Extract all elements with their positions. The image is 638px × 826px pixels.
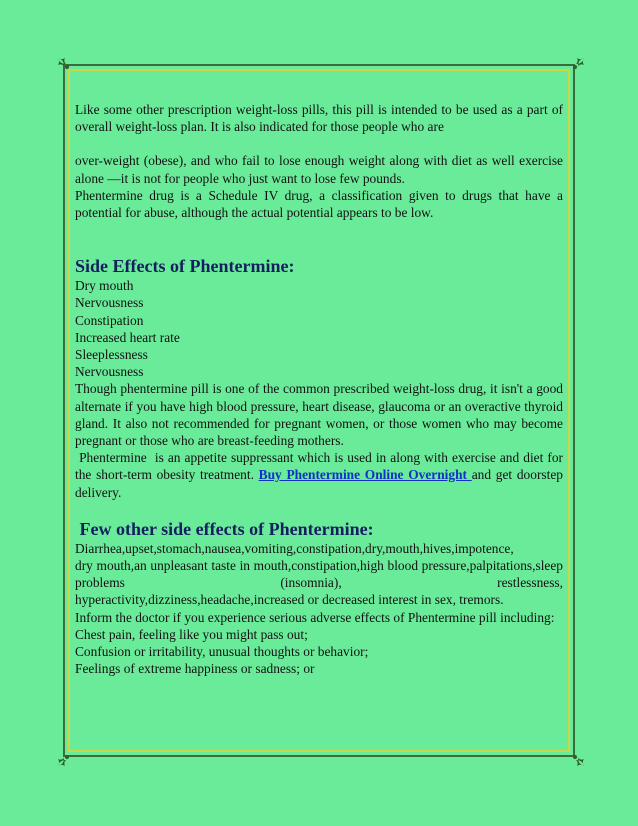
flourish-corner-icon — [566, 56, 586, 76]
suppressant-text: Phentermine is an appetite suppressant which is used in along with exercise and diet for the short-term obesity treatment. — [75, 450, 567, 483]
suppressant-text-end: and get doorstep delivery. — [75, 467, 567, 500]
list-item: Nervousness — [75, 295, 144, 311]
side-effects-line-2: dry mouth,an unpleasant taste in mouth,constipation,high blood pressure,palpitations,sleep problems (insomnia), restlessness, — [75, 558, 563, 591]
list-item: Nervousness — [75, 364, 144, 380]
flourish-corner-icon — [56, 748, 76, 768]
intro-paragraph-3: Phentermine drug is a Schedule IV drug, a classification given to drugs that have a potential for abuse, although the actual potential appears to be low. — [75, 187, 563, 221]
list-item: Chest pain, feeling like you might pass out; — [75, 626, 308, 642]
suppressant-paragraph — [75, 449, 567, 501]
list-item: Dry mouth — [75, 278, 134, 294]
inform-doctor-paragraph: Inform the doctor if you experience serious adverse effects of Phentermine pill including: — [75, 609, 555, 625]
list-item: Constipation — [75, 312, 144, 328]
buy-phentermine-link[interactable]: Buy Phentermine Online Overnight — [258, 467, 472, 483]
warning-paragraph: Though phentermine pill is one of the common prescribed weight-loss drug, it isn't a good alternate if you have high blood pressure, heart disease, glaucoma or an overactive thyroid gland. It also not recommended for pregnant women, or those women who may become pregnant or those who are breast-feeding mothers. — [75, 381, 563, 449]
other-side-effects-heading: Few other side effects of Phentermine: — [75, 518, 374, 539]
flourish-corner-icon — [56, 56, 76, 76]
side-effects-list — [75, 277, 563, 380]
intro-paragraph-1: Like some other prescription weight-loss pills, this pill is intended to be used as a part of overall weight-loss plan. It is also indicated for those people who are — [75, 102, 563, 135]
flourish-corner-icon — [566, 748, 586, 768]
side-effects-heading: Side Effects of Phentermine: — [75, 256, 295, 277]
intro-paragraph-2: over-weight (obese), and who fail to lose enough weight along with diet as well exercise alone —it is not for people who just want to lose few pounds. — [75, 153, 563, 186]
list-item: Confusion or irritability, unusual thoughts or behavior; — [75, 644, 369, 660]
document-body — [75, 101, 567, 677]
list-item: Feelings of extreme happiness or sadness; or — [75, 661, 315, 677]
side-effects-line-3: hyperactivity,dizziness,headache,increased or decreased interest in sex, tremors. — [75, 592, 504, 608]
side-effects-line-1: Diarrhea,upset,stomach,nausea,vomiting,constipation,dry,mouth,hives,impotence, — [75, 540, 514, 556]
list-item: Sleeplessness — [75, 347, 148, 363]
list-item: Increased heart rate — [75, 329, 180, 345]
